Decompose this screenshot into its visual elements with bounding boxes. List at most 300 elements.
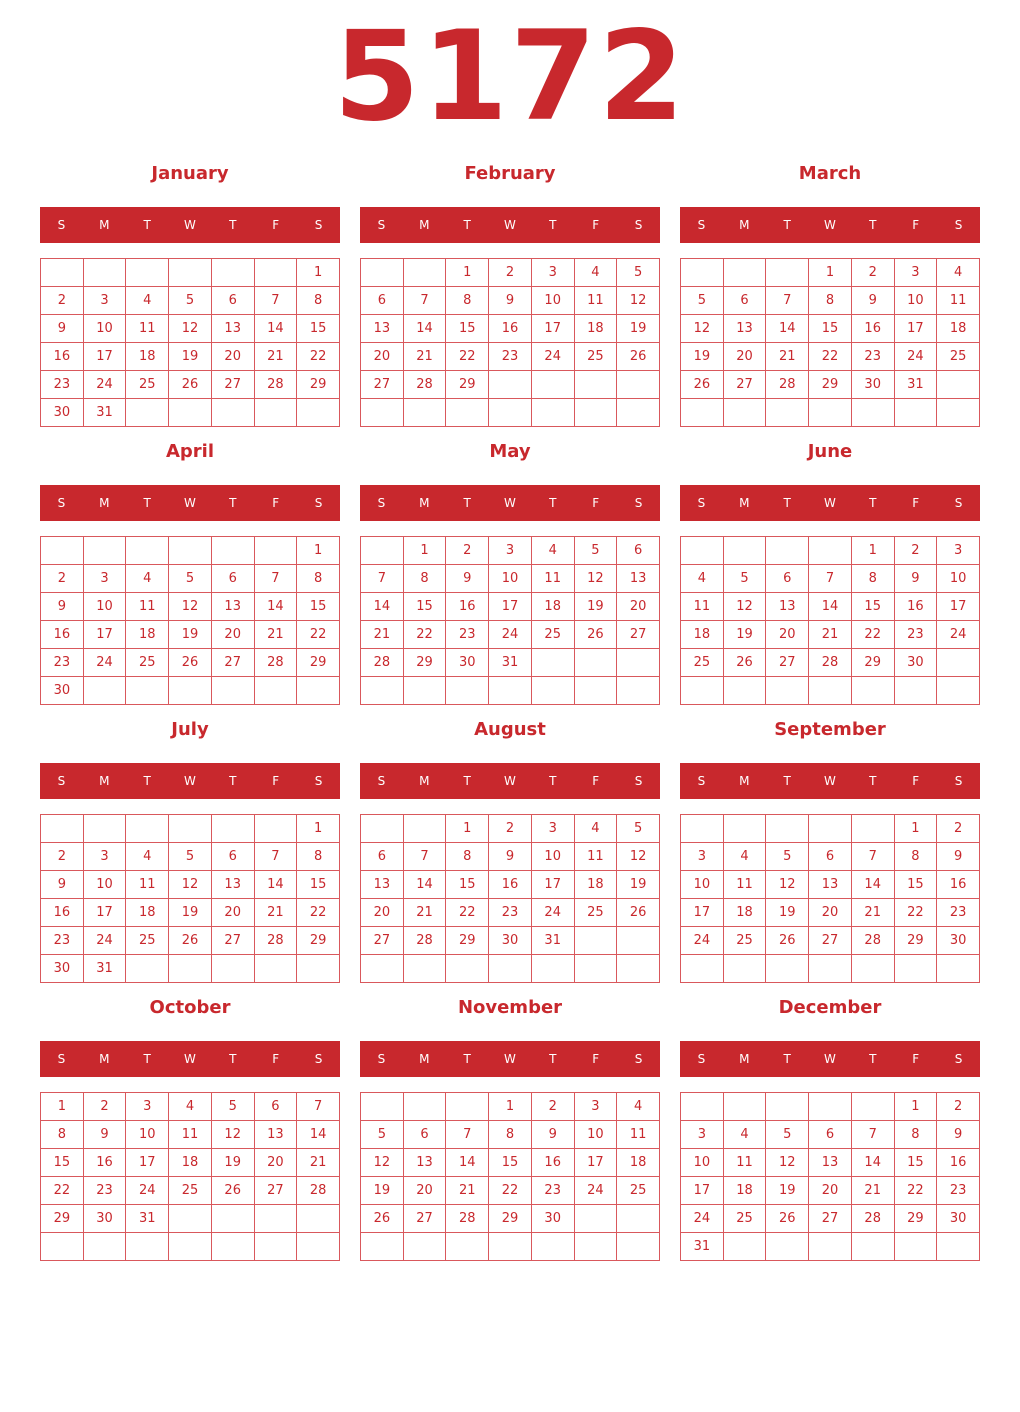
day-cell: 11 xyxy=(532,565,575,593)
weekday-label: S xyxy=(377,496,386,510)
weekday-header xyxy=(680,1041,980,1077)
day-cell: 4 xyxy=(681,565,724,593)
day-cell: 27 xyxy=(255,1177,298,1205)
month-name: October xyxy=(149,997,231,1018)
day-cell: 11 xyxy=(724,1149,767,1177)
day-cell: 6 xyxy=(809,1121,852,1149)
empty-day-cell xyxy=(766,537,809,565)
day-cell: 18 xyxy=(681,621,724,649)
day-cell: 1 xyxy=(297,537,340,565)
weekday-label: S xyxy=(57,496,66,510)
day-cell: 12 xyxy=(681,315,724,343)
day-cell: 9 xyxy=(41,593,84,621)
day-cell: 4 xyxy=(575,259,618,287)
day-cell: 12 xyxy=(575,565,618,593)
day-cell: 28 xyxy=(809,649,852,677)
day-cell: 13 xyxy=(809,871,852,899)
empty-day-cell xyxy=(809,815,852,843)
empty-day-cell xyxy=(575,399,618,427)
empty-day-cell xyxy=(41,1233,84,1261)
day-cell: 28 xyxy=(255,371,298,399)
day-cell: 30 xyxy=(84,1205,127,1233)
day-cell: 29 xyxy=(297,649,340,677)
weekday-label: S xyxy=(954,1052,963,1066)
empty-day-cell xyxy=(404,399,447,427)
empty-day-cell xyxy=(446,1233,489,1261)
day-cell: 17 xyxy=(937,593,980,621)
day-cell: 27 xyxy=(212,927,255,955)
empty-day-cell xyxy=(255,955,298,983)
day-cell: 2 xyxy=(489,259,532,287)
empty-day-cell xyxy=(169,677,212,705)
weekday-label: S xyxy=(697,774,706,788)
day-cell: 24 xyxy=(84,649,127,677)
day-cell: 29 xyxy=(489,1205,532,1233)
day-cell: 20 xyxy=(404,1177,447,1205)
empty-day-cell xyxy=(255,677,298,705)
weekday-label: T xyxy=(229,218,237,232)
weekday-label: S xyxy=(634,1052,643,1066)
day-cell: 13 xyxy=(809,1149,852,1177)
empty-day-cell xyxy=(41,259,84,287)
empty-day-cell xyxy=(937,399,980,427)
empty-day-cell xyxy=(255,815,298,843)
day-cell: 18 xyxy=(169,1149,212,1177)
empty-day-cell xyxy=(489,371,532,399)
day-cell: 18 xyxy=(575,315,618,343)
day-cell: 1 xyxy=(404,537,447,565)
day-cell: 16 xyxy=(852,315,895,343)
weekday-label: W xyxy=(504,496,516,510)
empty-day-cell xyxy=(169,1233,212,1261)
day-cell: 15 xyxy=(852,593,895,621)
day-cell: 8 xyxy=(852,565,895,593)
day-cell: 3 xyxy=(532,815,575,843)
day-cell: 29 xyxy=(852,649,895,677)
empty-day-cell xyxy=(809,399,852,427)
day-cell: 10 xyxy=(532,287,575,315)
day-cell: 2 xyxy=(895,537,938,565)
day-cell: 13 xyxy=(212,315,255,343)
day-cell: 15 xyxy=(446,315,489,343)
weekday-label: T xyxy=(783,774,791,788)
day-cell: 2 xyxy=(41,565,84,593)
empty-day-cell xyxy=(404,677,447,705)
empty-day-cell xyxy=(895,1233,938,1261)
weekday-label: T xyxy=(143,218,151,232)
day-cell: 11 xyxy=(575,287,618,315)
empty-day-cell xyxy=(169,815,212,843)
empty-day-cell xyxy=(446,399,489,427)
day-cell: 12 xyxy=(169,593,212,621)
day-cell: 13 xyxy=(212,593,255,621)
weekday-label: F xyxy=(272,496,280,510)
day-cell: 11 xyxy=(617,1121,660,1149)
weekday-label: T xyxy=(549,1052,557,1066)
day-cell: 21 xyxy=(809,621,852,649)
day-cell: 8 xyxy=(446,287,489,315)
day-cell: 5 xyxy=(617,259,660,287)
day-cell: 25 xyxy=(126,927,169,955)
day-cell: 10 xyxy=(126,1121,169,1149)
day-grid xyxy=(680,258,980,427)
empty-day-cell xyxy=(575,955,618,983)
day-cell: 20 xyxy=(212,621,255,649)
day-cell: 30 xyxy=(532,1205,575,1233)
day-cell: 28 xyxy=(361,649,404,677)
day-cell: 26 xyxy=(169,649,212,677)
day-cell: 9 xyxy=(41,315,84,343)
weekday-header xyxy=(40,485,340,521)
day-grid xyxy=(40,814,340,983)
empty-day-cell xyxy=(446,677,489,705)
day-cell: 15 xyxy=(895,1149,938,1177)
day-cell: 22 xyxy=(489,1177,532,1205)
empty-day-cell xyxy=(297,677,340,705)
day-cell: 12 xyxy=(169,315,212,343)
empty-day-cell xyxy=(575,371,618,399)
day-cell: 15 xyxy=(489,1149,532,1177)
day-cell: 21 xyxy=(404,899,447,927)
weekday-label: T xyxy=(229,1052,237,1066)
day-cell: 30 xyxy=(937,927,980,955)
month-september xyxy=(680,716,980,994)
empty-day-cell xyxy=(212,1205,255,1233)
empty-day-cell xyxy=(489,955,532,983)
day-cell: 4 xyxy=(126,287,169,315)
empty-day-cell xyxy=(126,537,169,565)
day-cell: 19 xyxy=(169,899,212,927)
empty-day-cell xyxy=(724,677,767,705)
empty-day-cell xyxy=(681,537,724,565)
weekday-label: M xyxy=(99,496,110,510)
weekday-label: W xyxy=(184,218,196,232)
empty-day-cell xyxy=(724,1233,767,1261)
day-grid xyxy=(360,258,660,427)
empty-day-cell xyxy=(617,677,660,705)
empty-day-cell xyxy=(766,259,809,287)
day-cell: 28 xyxy=(255,927,298,955)
empty-day-cell xyxy=(255,259,298,287)
empty-day-cell xyxy=(255,1233,298,1261)
day-cell: 6 xyxy=(617,537,660,565)
weekday-label: S xyxy=(57,774,66,788)
weekday-label: T xyxy=(869,496,877,510)
day-cell: 1 xyxy=(297,815,340,843)
day-cell: 17 xyxy=(532,871,575,899)
day-cell: 7 xyxy=(404,843,447,871)
weekday-header xyxy=(40,207,340,243)
empty-day-cell xyxy=(489,399,532,427)
weekday-label: M xyxy=(99,1052,110,1066)
day-cell: 25 xyxy=(575,343,618,371)
day-cell: 30 xyxy=(489,927,532,955)
day-cell: 3 xyxy=(84,565,127,593)
empty-day-cell xyxy=(766,815,809,843)
day-cell: 20 xyxy=(255,1149,298,1177)
empty-day-cell xyxy=(532,649,575,677)
day-cell: 28 xyxy=(404,371,447,399)
day-cell: 1 xyxy=(852,537,895,565)
day-grid xyxy=(40,258,340,427)
month-august xyxy=(360,716,660,994)
day-cell: 11 xyxy=(575,843,618,871)
day-cell: 5 xyxy=(212,1093,255,1121)
empty-day-cell xyxy=(404,1233,447,1261)
day-cell: 12 xyxy=(617,843,660,871)
day-cell: 26 xyxy=(681,371,724,399)
empty-day-cell xyxy=(361,537,404,565)
empty-day-cell xyxy=(126,259,169,287)
day-cell: 17 xyxy=(84,621,127,649)
day-cell: 11 xyxy=(126,593,169,621)
month-december xyxy=(680,994,980,1272)
weekday-label: T xyxy=(869,774,877,788)
day-cell: 14 xyxy=(255,593,298,621)
day-cell: 31 xyxy=(489,649,532,677)
weekday-label: F xyxy=(272,774,280,788)
month-march xyxy=(680,160,980,438)
day-cell: 7 xyxy=(852,1121,895,1149)
month-october xyxy=(40,994,340,1272)
day-cell: 18 xyxy=(724,899,767,927)
day-cell: 19 xyxy=(169,343,212,371)
empty-day-cell xyxy=(255,399,298,427)
weekday-label: T xyxy=(463,774,471,788)
day-cell: 7 xyxy=(766,287,809,315)
day-cell: 3 xyxy=(895,259,938,287)
empty-day-cell xyxy=(41,815,84,843)
day-cell: 26 xyxy=(212,1177,255,1205)
day-cell: 9 xyxy=(446,565,489,593)
weekday-label: S xyxy=(314,218,323,232)
empty-day-cell xyxy=(809,1233,852,1261)
empty-day-cell xyxy=(937,649,980,677)
empty-day-cell xyxy=(724,537,767,565)
day-cell: 23 xyxy=(489,343,532,371)
day-cell: 7 xyxy=(255,565,298,593)
weekday-label: S xyxy=(634,496,643,510)
day-cell: 27 xyxy=(766,649,809,677)
weekday-label: S xyxy=(634,218,643,232)
day-cell: 16 xyxy=(41,899,84,927)
day-cell: 26 xyxy=(361,1205,404,1233)
day-cell: 17 xyxy=(681,899,724,927)
day-cell: 10 xyxy=(84,593,127,621)
day-cell: 26 xyxy=(617,899,660,927)
day-cell: 3 xyxy=(575,1093,618,1121)
weekday-label: F xyxy=(912,1052,920,1066)
day-cell: 25 xyxy=(575,899,618,927)
day-cell: 6 xyxy=(404,1121,447,1149)
day-cell: 24 xyxy=(489,621,532,649)
day-cell: 4 xyxy=(937,259,980,287)
empty-day-cell xyxy=(84,1233,127,1261)
empty-day-cell xyxy=(724,955,767,983)
day-cell: 24 xyxy=(532,899,575,927)
weekday-label: T xyxy=(549,774,557,788)
day-cell: 3 xyxy=(681,843,724,871)
day-cell: 22 xyxy=(446,343,489,371)
day-cell: 2 xyxy=(446,537,489,565)
day-cell: 30 xyxy=(41,955,84,983)
empty-day-cell xyxy=(575,677,618,705)
empty-day-cell xyxy=(84,259,127,287)
day-cell: 4 xyxy=(575,815,618,843)
day-cell: 20 xyxy=(809,899,852,927)
empty-day-cell xyxy=(681,955,724,983)
calendar-year-title: 5172 xyxy=(333,5,687,149)
empty-day-cell xyxy=(895,399,938,427)
weekday-label: S xyxy=(377,1052,386,1066)
day-cell: 13 xyxy=(724,315,767,343)
month-name: June xyxy=(807,441,853,462)
empty-day-cell xyxy=(404,955,447,983)
weekday-label: M xyxy=(99,774,110,788)
month-name: March xyxy=(798,163,862,184)
day-cell: 23 xyxy=(489,899,532,927)
day-cell: 13 xyxy=(361,315,404,343)
weekday-label: F xyxy=(592,1052,600,1066)
day-cell: 16 xyxy=(446,593,489,621)
day-cell: 24 xyxy=(937,621,980,649)
day-cell: 14 xyxy=(404,315,447,343)
day-cell: 8 xyxy=(297,843,340,871)
day-cell: 14 xyxy=(766,315,809,343)
day-cell: 25 xyxy=(681,649,724,677)
day-cell: 10 xyxy=(84,315,127,343)
day-cell: 22 xyxy=(895,899,938,927)
day-cell: 19 xyxy=(766,899,809,927)
day-cell: 30 xyxy=(41,677,84,705)
month-may xyxy=(360,438,660,716)
day-cell: 6 xyxy=(212,287,255,315)
weekday-header xyxy=(360,763,660,799)
weekday-label: T xyxy=(783,496,791,510)
empty-day-cell xyxy=(681,677,724,705)
day-cell: 8 xyxy=(41,1121,84,1149)
empty-day-cell xyxy=(852,1233,895,1261)
day-cell: 8 xyxy=(895,843,938,871)
month-april xyxy=(40,438,340,716)
day-cell: 21 xyxy=(255,343,298,371)
day-grid xyxy=(680,1092,980,1261)
empty-day-cell xyxy=(361,1093,404,1121)
day-cell: 12 xyxy=(169,871,212,899)
empty-day-cell xyxy=(169,259,212,287)
month-name: December xyxy=(778,997,882,1018)
day-cell: 21 xyxy=(255,621,298,649)
empty-day-cell xyxy=(361,677,404,705)
day-cell: 2 xyxy=(41,843,84,871)
day-cell: 23 xyxy=(84,1177,127,1205)
empty-day-cell xyxy=(297,1233,340,1261)
empty-day-cell xyxy=(809,677,852,705)
day-cell: 18 xyxy=(126,621,169,649)
day-cell: 20 xyxy=(724,343,767,371)
weekday-label: T xyxy=(869,218,877,232)
day-cell: 28 xyxy=(766,371,809,399)
month-name: November xyxy=(457,997,563,1018)
empty-day-cell xyxy=(41,537,84,565)
empty-day-cell xyxy=(766,677,809,705)
day-cell: 6 xyxy=(255,1093,298,1121)
day-cell: 5 xyxy=(361,1121,404,1149)
month-name: May xyxy=(489,441,531,462)
empty-day-cell xyxy=(766,1233,809,1261)
empty-day-cell xyxy=(169,955,212,983)
day-cell: 13 xyxy=(255,1121,298,1149)
day-cell: 17 xyxy=(575,1149,618,1177)
day-cell: 2 xyxy=(937,1093,980,1121)
empty-day-cell xyxy=(532,1233,575,1261)
day-grid xyxy=(40,536,340,705)
day-cell: 10 xyxy=(84,871,127,899)
day-cell: 14 xyxy=(404,871,447,899)
weekday-label: S xyxy=(954,218,963,232)
day-cell: 8 xyxy=(809,287,852,315)
day-cell: 25 xyxy=(724,1205,767,1233)
day-cell: 1 xyxy=(446,259,489,287)
day-cell: 25 xyxy=(126,371,169,399)
day-cell: 5 xyxy=(575,537,618,565)
day-cell: 27 xyxy=(361,371,404,399)
day-cell: 7 xyxy=(297,1093,340,1121)
day-cell: 21 xyxy=(404,343,447,371)
day-cell: 29 xyxy=(446,927,489,955)
day-cell: 18 xyxy=(617,1149,660,1177)
weekday-label: F xyxy=(912,218,920,232)
day-cell: 29 xyxy=(895,927,938,955)
day-cell: 1 xyxy=(297,259,340,287)
weekday-label: T xyxy=(549,218,557,232)
day-cell: 27 xyxy=(724,371,767,399)
day-cell: 17 xyxy=(84,899,127,927)
day-cell: 30 xyxy=(852,371,895,399)
day-cell: 17 xyxy=(532,315,575,343)
day-cell: 7 xyxy=(446,1121,489,1149)
day-cell: 2 xyxy=(532,1093,575,1121)
day-cell: 25 xyxy=(617,1177,660,1205)
day-cell: 31 xyxy=(681,1233,724,1261)
day-cell: 1 xyxy=(489,1093,532,1121)
weekday-label: T xyxy=(783,1052,791,1066)
day-cell: 30 xyxy=(446,649,489,677)
weekday-label: M xyxy=(739,496,750,510)
day-cell: 14 xyxy=(852,1149,895,1177)
weekday-label: T xyxy=(783,218,791,232)
empty-day-cell xyxy=(169,1205,212,1233)
day-cell: 3 xyxy=(681,1121,724,1149)
empty-day-cell xyxy=(724,815,767,843)
day-cell: 28 xyxy=(852,1205,895,1233)
day-cell: 22 xyxy=(297,899,340,927)
day-cell: 7 xyxy=(809,565,852,593)
weekday-header xyxy=(40,763,340,799)
day-cell: 24 xyxy=(681,1205,724,1233)
day-cell: 21 xyxy=(852,1177,895,1205)
month-june xyxy=(680,438,980,716)
day-cell: 27 xyxy=(212,371,255,399)
day-cell: 8 xyxy=(297,565,340,593)
empty-day-cell xyxy=(681,815,724,843)
day-cell: 31 xyxy=(84,955,127,983)
empty-day-cell xyxy=(404,815,447,843)
empty-day-cell xyxy=(937,955,980,983)
day-cell: 31 xyxy=(126,1205,169,1233)
day-cell: 6 xyxy=(724,287,767,315)
day-cell: 9 xyxy=(532,1121,575,1149)
